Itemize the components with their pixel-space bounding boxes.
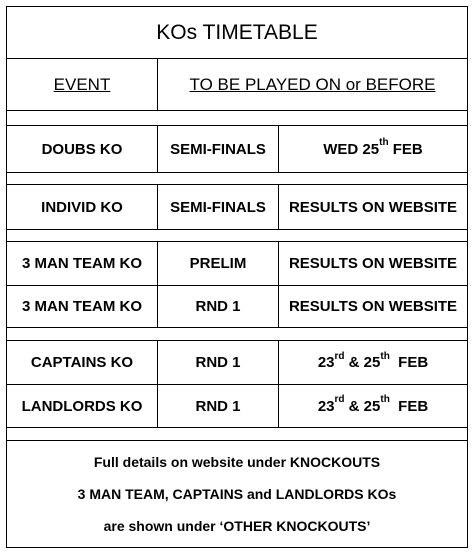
footer-line-2: 3 MAN TEAM, CAPTAINS and LANDLORDS KOs bbox=[77, 486, 397, 502]
date-cell: RESULTS ON WEBSITE bbox=[278, 242, 467, 285]
date-month: FEB bbox=[389, 397, 429, 415]
spacer-row bbox=[7, 328, 467, 341]
date-day1: 23 bbox=[317, 397, 335, 415]
round-cell: PRELIM bbox=[157, 242, 278, 285]
table-row bbox=[7, 185, 467, 230]
date-text: WED 25 bbox=[323, 140, 380, 158]
spacer-row bbox=[7, 173, 467, 185]
event-cell: 3 MAN TEAM KO bbox=[22, 298, 142, 315]
event-cell: CAPTAINS KO bbox=[30, 354, 134, 371]
event-cell: INDIVID KO bbox=[41, 198, 123, 216]
date-cell: 23 $^{rd}$ & 25 $^{th}$ FEB bbox=[278, 385, 467, 427]
ko-timetable bbox=[6, 6, 468, 548]
spacer-row bbox=[7, 111, 467, 126]
spacer-row bbox=[7, 428, 467, 441]
event-cell: LANDLORDS KO bbox=[21, 397, 143, 415]
page-title: KOs TIMETABLE bbox=[156, 20, 318, 44]
date-day1: 23 bbox=[317, 354, 335, 371]
title-row bbox=[7, 7, 467, 59]
table-row bbox=[7, 242, 467, 286]
round-cell: SEMI-FINALS bbox=[157, 185, 278, 229]
date-cell: RESULTS ON WEBSITE bbox=[278, 185, 467, 229]
table-row bbox=[7, 385, 467, 428]
date-month: FEB bbox=[388, 140, 423, 158]
date-cell: 23 $^{rd}$ & 25 $^{th}$ FEB bbox=[278, 341, 467, 384]
round-cell: SEMI-FINALS bbox=[157, 126, 278, 172]
spacer-row bbox=[7, 230, 467, 242]
footer-line-3: are shown under ‘OTHER KNOCKOUTS’ bbox=[103, 518, 371, 534]
date-cell: WED 25 $^{th}$ FEB bbox=[278, 126, 467, 172]
footer-line-1: Full details on website under KNOCKOUTS bbox=[93, 454, 381, 470]
round-cell: RND 1 bbox=[157, 385, 278, 427]
header-row bbox=[7, 59, 467, 111]
event-cell: DOUBS KO bbox=[41, 140, 123, 158]
header-event: EVENT bbox=[53, 74, 111, 94]
table-row bbox=[7, 126, 467, 173]
table-row bbox=[7, 341, 467, 385]
round-cell: RND 1 bbox=[157, 341, 278, 384]
round-cell: RND 1 bbox=[157, 286, 278, 327]
table-row bbox=[7, 286, 467, 328]
date-cell: RESULTS ON WEBSITE bbox=[278, 286, 467, 327]
date-month: FEB bbox=[389, 354, 429, 371]
date-day2: & 25 bbox=[344, 397, 381, 415]
footer-notes bbox=[7, 441, 467, 547]
header-date: TO BE PLAYED ON or BEFORE bbox=[157, 59, 467, 110]
date-day2: & 25 bbox=[344, 354, 381, 371]
event-cell: 3 MAN TEAM KO bbox=[22, 255, 142, 272]
